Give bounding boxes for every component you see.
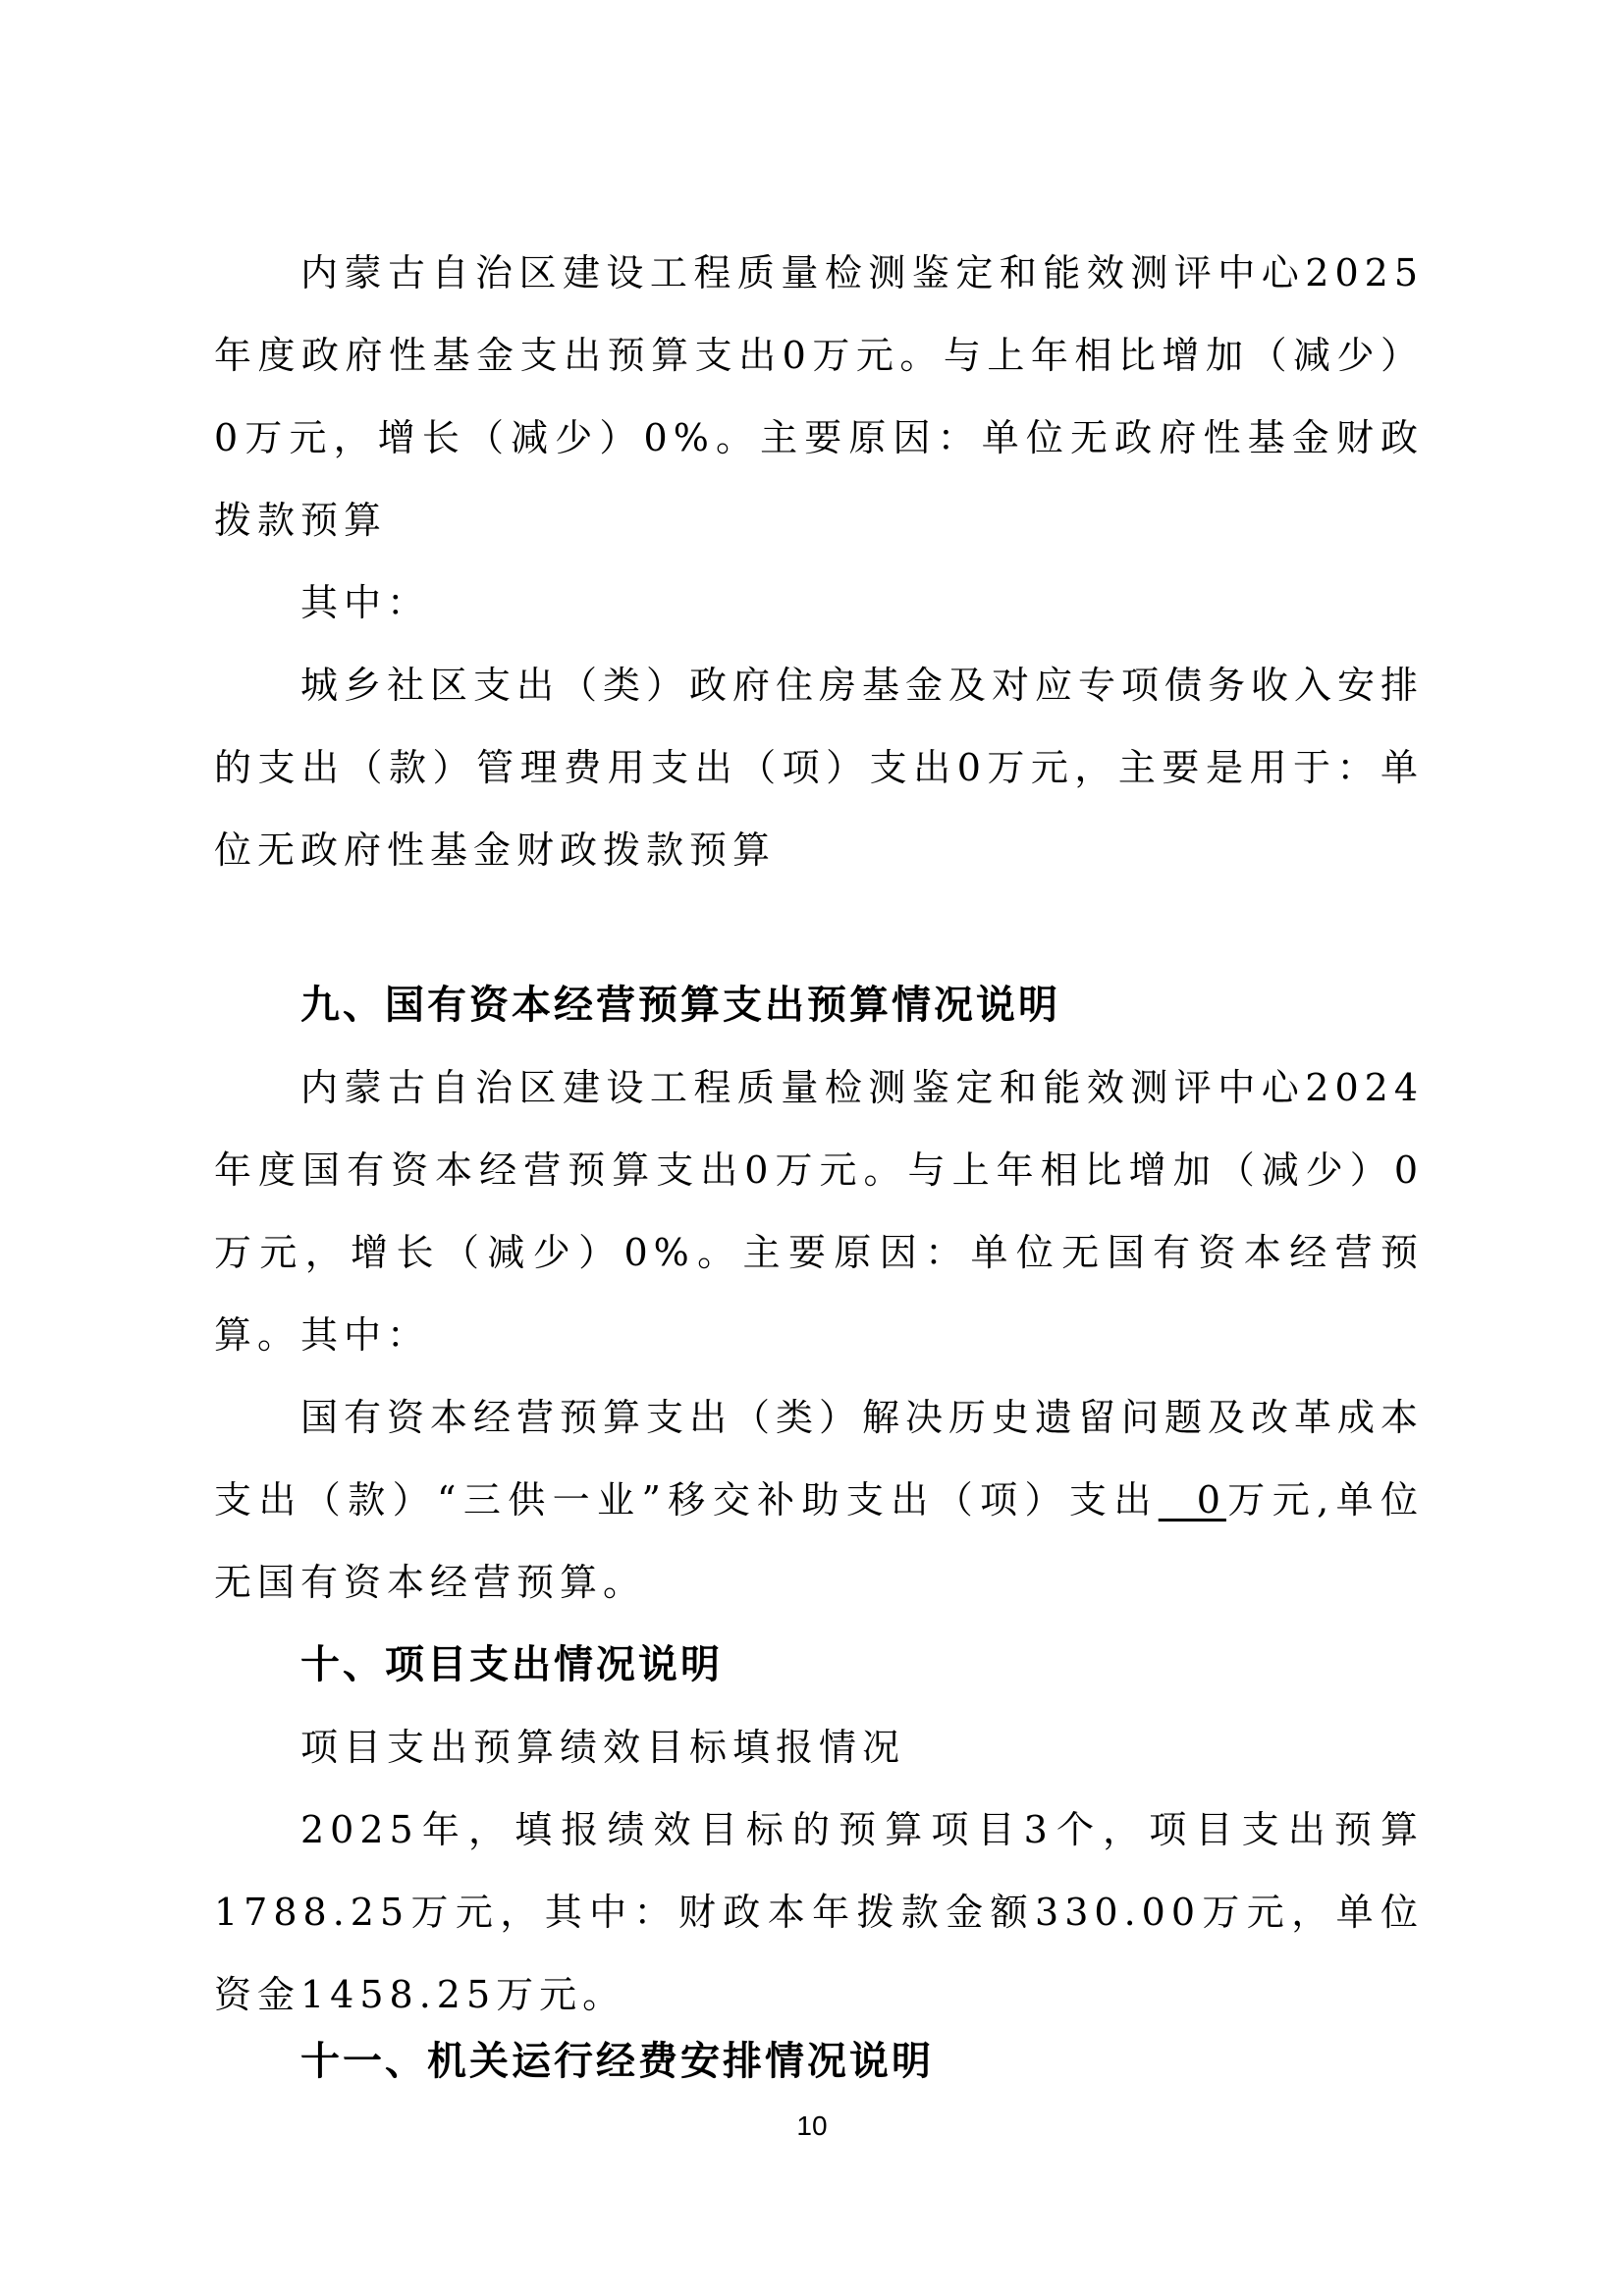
paragraph-performance-target-heading: 项目支出预算绩效目标填报情况 [300,1726,906,1769]
section-heading-9: 九、国有资本经营预算支出预算情况说明 [300,983,1060,1028]
reform-text-before: 国有资本经营预算支出（类）解决历史遗留问题及改革成本支出（款）“三供一业”移交补助支出（项）支出 [214,1396,1425,1522]
paragraph-reform-cost-expenditure [214,1376,1424,1624]
paragraph-urban-rural-expenditure: 城乡社区支出（类）政府住房基金及对应专项债务收入安排的支出（款）管理费用支出（项）支出0万元，主要是用于：单位无政府性基金财政拨款预算 [214,664,1425,872]
paragraph-among-them-2: 其中： [300,1313,431,1357]
reform-text-after: 万元,单位无国有资本经营预算。 [214,1478,1424,1604]
paragraph-government-fund-budget: 内蒙古自治区建设工程质量检测鉴定和能效测评中心2025年度政府性基金支出预算支出0万元。与上年相比增加（减少）0万元，增长（减少）0%。主要原因：单位无政府性基金财政拨款预算 [214,251,1424,542]
page-number: 10 [796,2110,828,2141]
paragraph-among-them-1: 其中： [300,581,431,624]
section-heading-10: 十、项目支出情况说明 [300,1642,723,1687]
paragraph-project-budget: 2025年，填报绩效目标的预算项目3个，项目支出预算1788.25万元，其中：财政本年拨款金额330.00万元，单位资金1458.25万元。 [214,1808,1424,2016]
underlined-amount: 0 [1158,1478,1226,1522]
paragraph-state-capital-budget: 内蒙古自治区建设工程质量检测鉴定和能效测评中心2024年度国有资本经营预算支出0万元。与上年相比增加（减少）0万元，增长（减少）0%。主要原因：单位无国有资本经营预算。 [214,1066,1424,1357]
section-heading-11: 十一、机关运行经费安排情况说明 [300,2039,934,2084]
